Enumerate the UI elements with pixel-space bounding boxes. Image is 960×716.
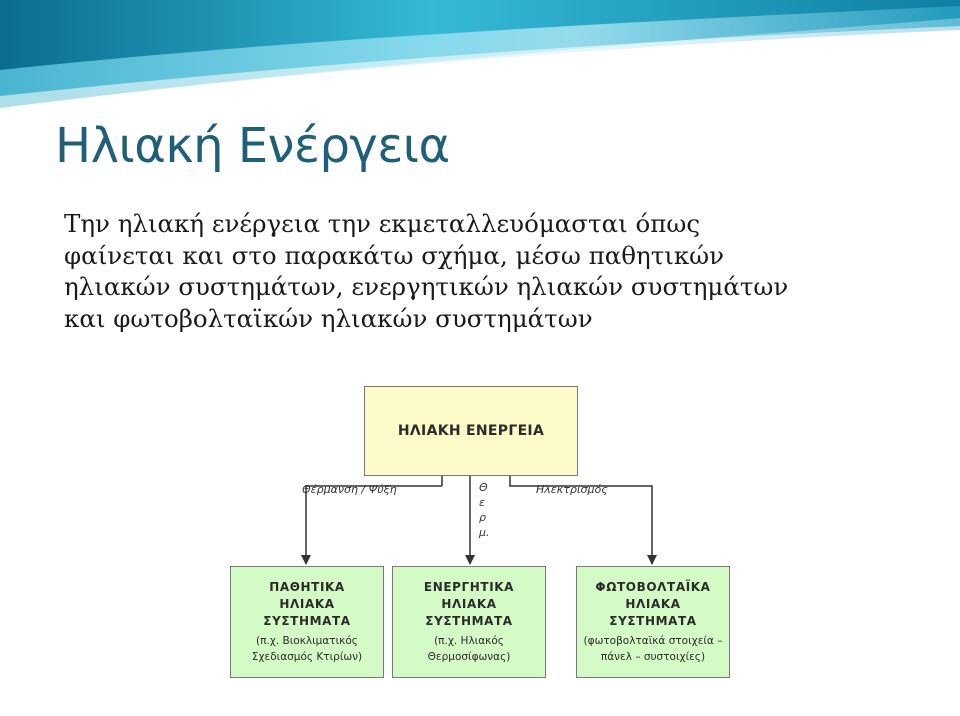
node-title-line: ΣΥΣΤΗΜΑΤΑ	[609, 614, 697, 628]
edge-label-heating-cooling: Θέρμανση / Ψύξη	[302, 483, 397, 496]
node-detail-line: Σχεδιασμός Κτιρίων)	[251, 651, 363, 663]
node-detail-line: Θερμοσίφωνας)	[427, 651, 511, 663]
body-line: ηλιακών συστημάτων, ενεργητικών ηλιακών συστημάτων	[64, 272, 789, 301]
node-title-line: ΦΩΤΟΒΟΛΤΑΪΚΑ	[595, 580, 711, 594]
node-active-solar-systems	[392, 566, 546, 678]
node-photovoltaic-systems	[576, 566, 730, 678]
edge-label-char: ρ	[479, 511, 486, 524]
node-title-line: ΗΛΙΑΚΑ	[441, 597, 497, 611]
body-line: Την ηλιακή ενέργεια την εκμεταλλευόμασται όπως	[64, 209, 701, 238]
root-node-label: ΗΛΙΑΚΗ ΕΝΕΡΓΕΙΑ	[397, 423, 545, 439]
node-passive-solar-systems	[230, 566, 384, 678]
edge-label-char: ε	[479, 496, 485, 509]
node-title-line: ΣΥΣΤΗΜΑΤΑ	[425, 614, 513, 628]
header-banner	[0, 0, 960, 112]
edge-label-char: μ.	[479, 526, 490, 539]
edge-label-electricity: Ηλεκτρισμός	[536, 483, 608, 496]
body-line: και φωτοβολταϊκών ηλιακών συστημάτων	[64, 303, 593, 333]
solar-energy-diagram	[196, 380, 758, 692]
node-detail-line: πάνελ – συστοιχίες)	[600, 651, 706, 663]
node-detail-line: (π.χ. Βιοκλιματικός	[256, 635, 358, 647]
edge-label-heat-vertical	[479, 480, 493, 540]
slide-body-text	[64, 208, 934, 334]
node-title-line: ΣΥΣΤΗΜΑΤΑ	[263, 614, 351, 628]
node-detail-line: (φωτοβολταϊκά στοιχεία –	[583, 635, 723, 647]
root-node-solar-energy	[364, 386, 578, 476]
node-title-line: ΕΝΕΡΓΗΤΙΚΑ	[423, 580, 515, 594]
node-title-line: ΠΑΘΗΤΙΚΑ	[269, 580, 345, 594]
node-title-line: ΗΛΙΑΚΑ	[625, 597, 681, 611]
body-line: φαίνεται και στο παρακάτω σχήμα, μέσω παθητικών	[64, 240, 725, 270]
slide-title: Ηλιακή Ενέργεια	[55, 118, 450, 174]
edge-label-char: Θ	[479, 481, 488, 494]
node-title-line: ΗΛΙΑΚΑ	[279, 597, 335, 611]
node-detail-line: (π.χ. Ηλιακός	[434, 635, 504, 647]
